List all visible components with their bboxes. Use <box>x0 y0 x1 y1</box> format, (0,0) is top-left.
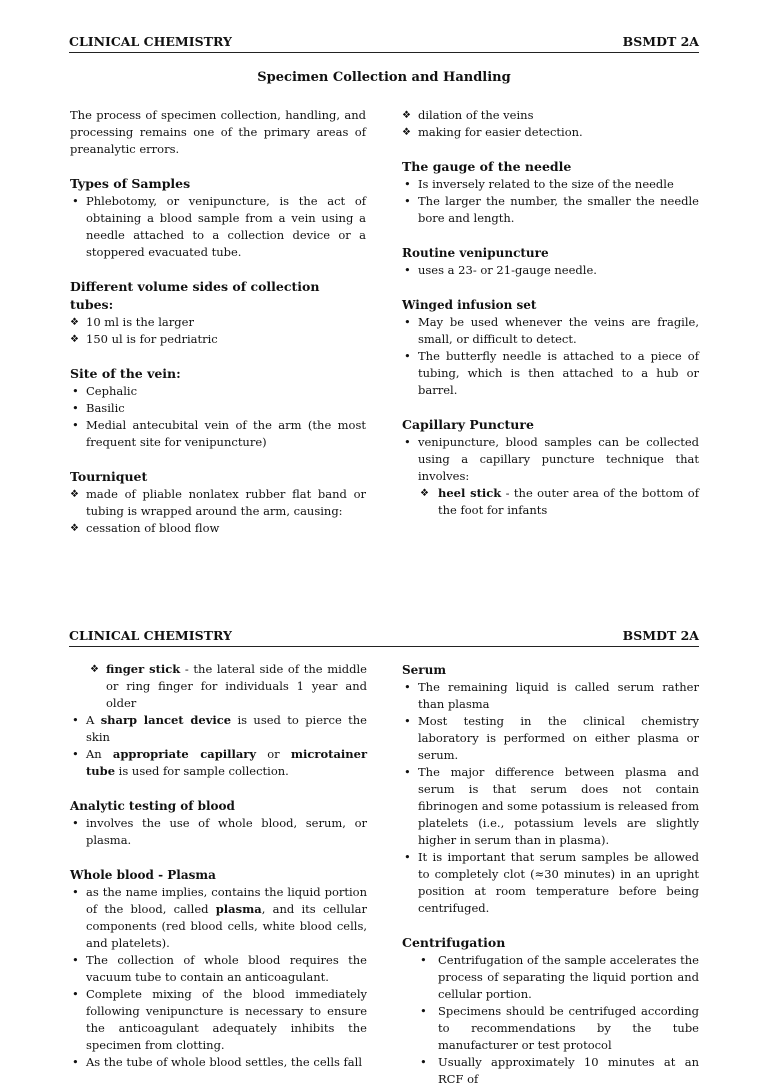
routine-section <box>402 244 699 279</box>
volume-heading: Different volume sides of collection tubes: <box>70 279 320 312</box>
list-item: • venipuncture, blood samples can be collected using a capillary puncture technique that involves: <box>402 434 699 485</box>
list-item: ❖ finger stick - the lateral side of the middle or ring finger for individuals 1 year and older <box>70 661 367 712</box>
list-item: • involves the use of whole blood, serum, or plasma. <box>70 815 367 849</box>
heel-stick-term: heel stick <box>438 486 502 500</box>
serum-heading: Serum <box>402 663 447 677</box>
list-item: • Most testing in the clinical chemistry laboratory is performed on either plasma or serum. <box>402 713 699 764</box>
capillary-section <box>402 416 699 519</box>
page-2 <box>0 622 768 1086</box>
list-item: • The butterfly needle is attached to a piece of tubing, which is then attached to a hub or barrel. <box>402 348 699 399</box>
types-heading: Types of Samples <box>70 176 191 191</box>
left-column <box>70 661 367 1071</box>
analytic-section <box>70 797 367 849</box>
list-item: • Specimens should be centrifuged according to recommendations by the tube manufacturer or test protocol <box>402 1003 699 1054</box>
list-item: • The collection of whole blood requires the vacuum tube to contain an anticoagulant. <box>70 952 367 986</box>
list-item: • The remaining liquid is called serum rather than plasma <box>402 679 699 713</box>
gauge-heading: The gauge of the needle <box>402 159 572 174</box>
header-course: CLINICAL CHEMISTRY <box>69 628 232 643</box>
centrifugation-section <box>402 934 699 1088</box>
serum-section <box>402 661 699 917</box>
finger-stick-term: finger stick <box>106 662 181 676</box>
right-column <box>402 661 699 1088</box>
list-item: • As the tube of whole blood settles, the cells fall <box>70 1054 367 1071</box>
tourniquet-section <box>70 468 366 537</box>
list-item: ❖ cessation of blood flow <box>70 520 366 537</box>
list-item: ❖ 150 ul is for pedriatric <box>70 331 366 348</box>
types-section <box>70 175 366 261</box>
tourniquet-heading: Tourniquet <box>70 469 148 484</box>
list-item: • It is important that serum samples be allowed to completely clot (≈30 minutes) in an upright position at room temperature before being centrifuged. <box>402 849 699 917</box>
list-item: • Cephalic <box>70 383 366 400</box>
list-item: • Centrifugation of the sample accelerates the process of separating the liquid portion and cellular portion. <box>402 952 699 1003</box>
list-item: • Is inversely related to the size of the needle <box>402 176 699 193</box>
intro-paragraph: The process of specimen collection, handling, and processing remains one of the primary areas of preanalytic errors. <box>70 108 366 156</box>
whole-blood-heading: Whole blood - Plasma <box>70 868 216 882</box>
list-item: • as the name implies, contains the liquid portion of the blood, called plasma, and its cellular components (red blood cells, white blood cells, and platelets). <box>70 884 367 952</box>
site-section <box>70 365 366 451</box>
header-section: BSMDT 2A <box>622 34 699 49</box>
left-column <box>70 107 366 537</box>
list-item: • Usually approximately 10 minutes at an RCF of <box>402 1054 699 1088</box>
list-item: • uses a 23- or 21-gauge needle. <box>402 262 699 279</box>
winged-heading: Winged infusion set <box>402 298 537 312</box>
list-item: ❖ heel stick - the outer area of the bottom of the foot for infants <box>402 485 699 519</box>
list-item: • Complete mixing of the blood immediately following venipuncture is necessary to ensure the anticoagulant adequately inhibits the specimen from clotting. <box>70 986 367 1054</box>
volume-section <box>70 278 366 348</box>
list-item: ❖ dilation of the veins <box>402 107 699 124</box>
winged-section <box>402 296 699 399</box>
analytic-heading: Analytic testing of blood <box>70 799 235 813</box>
list-item: • The larger the number, the smaller the needle bore and length. <box>402 193 699 227</box>
list-item: • An appropriate capillary or microtainer tube is used for sample collection. <box>70 746 367 780</box>
list-item: ❖ making for easier detection. <box>402 124 699 141</box>
list-item: • Phlebotomy, or venipuncture, is the act of obtaining a blood sample from a vein using a needle attached to a collection device or a stoppered evacuated tube. <box>70 193 366 261</box>
site-heading: Site of the vein: <box>70 366 181 381</box>
page-header <box>69 627 699 647</box>
header-section: BSMDT 2A <box>622 628 699 643</box>
list-item: • Medial antecubital vein of the arm (the most frequent site for venipuncture) <box>70 417 366 451</box>
right-column <box>402 107 699 519</box>
routine-heading: Routine venipuncture <box>402 246 549 260</box>
page-header <box>69 33 699 53</box>
centrifugation-heading: Centrifugation <box>402 935 506 950</box>
header-course: CLINICAL CHEMISTRY <box>69 34 232 49</box>
list-item: • May be used whenever the veins are fragile, small, or difficult to detect. <box>402 314 699 348</box>
list-item: ❖ made of pliable nonlatex rubber flat band or tubing is wrapped around the arm, causing: <box>70 486 366 520</box>
list-item: • A sharp lancet device is used to pierce the skin <box>70 712 367 746</box>
document-title: Specimen Collection and Handling <box>257 70 511 85</box>
list-item: • Basilic <box>70 400 366 417</box>
list-item: • The major difference between plasma and serum is that serum does not contain fibrinogen and some potassium is released from platelets (i.e., potassium levels are slightly higher in serum than in plasma). <box>402 764 699 849</box>
list-item: ❖ 10 ml is the larger <box>70 314 366 331</box>
gauge-section <box>402 158 699 227</box>
whole-blood-section <box>70 866 367 1071</box>
tourniquet-continued <box>402 107 699 141</box>
capillary-heading: Capillary Puncture <box>402 417 534 432</box>
